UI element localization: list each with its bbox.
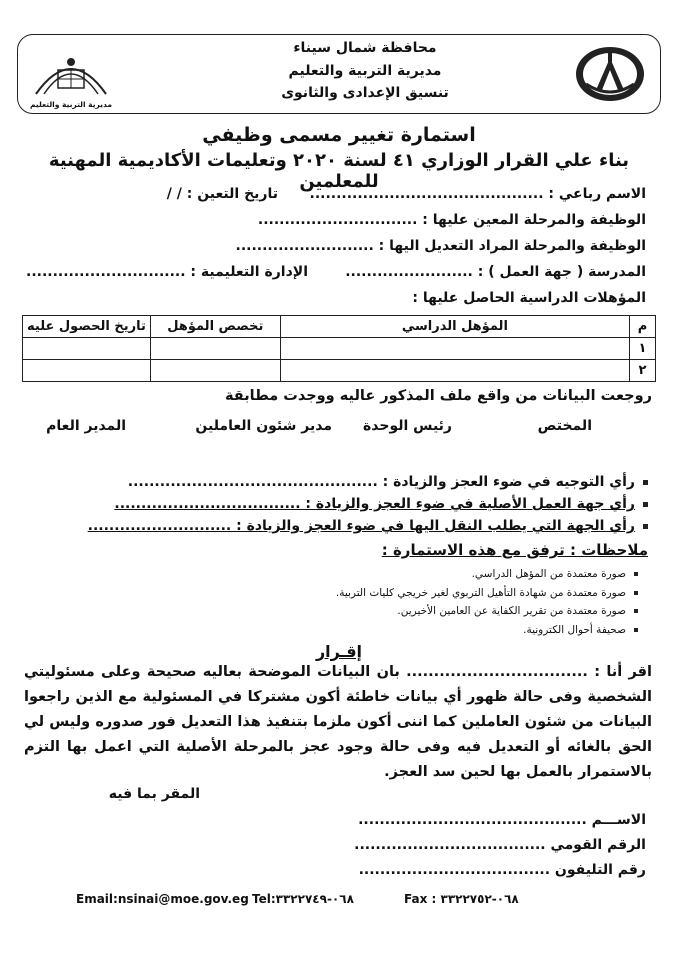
bullet-icon bbox=[643, 524, 648, 529]
review-statement: روجعت البيانات من واقع ملف المذكور عاليه ووجدت مطابقة bbox=[225, 388, 652, 404]
table-cell bbox=[150, 360, 280, 382]
signature-general-director: المدير العام bbox=[46, 418, 126, 434]
bullet-icon bbox=[634, 572, 638, 576]
note-text: صورة معتمدة من تقرير الكفاية عن العامين الأخيرين. bbox=[397, 605, 626, 617]
notes-title: ملاحظات : ترفق مع هذه الاستمارة : bbox=[381, 541, 648, 559]
directorate-logo-icon bbox=[30, 48, 112, 108]
declaration-text: اقر أنا : ................................. بان البيانات الموضحة بعاليه صحيحة وعلى مسئوليتي الشخصية وفى حالة ظهور أي بيانات خاطئة أكون مشتركا في المسئولية مع الذين راجعوا البيانات من شئون العاملين كما اننى أكون ملزما بتنفيذ هذا التعديل فور صدوره وليس لي الحق بالغائه أو التعديل فيه وفى حالة وجود عجز بالمرحلة الأصلية التي اعمل بها التزم بالاستمرار بالعمل بها لحين سد العجز. bbox=[24, 664, 652, 780]
department-name: تنسيق الإعدادى والثانوى bbox=[281, 85, 449, 101]
field-school: المدرسة ( جهة العمل ) : ........................ bbox=[345, 264, 646, 280]
bullet-icon bbox=[643, 502, 648, 507]
note-text: صورة معتمدة من المؤهل الدراسي. bbox=[471, 568, 626, 580]
table-cell bbox=[23, 338, 151, 360]
table-header-cell: تخصص المؤهل bbox=[150, 316, 280, 338]
form-title: استمارة تغيير مسمى وظيفي bbox=[202, 124, 476, 146]
logo-caption: مديرية التربية والتعليم bbox=[30, 100, 112, 109]
note-item bbox=[472, 568, 638, 580]
opinion-text: رأي الجهة التي يطلب النقل اليها في ضوء العجز والزيادة : ........................... bbox=[87, 518, 635, 534]
table-header-cell: تاريخ الحصول عليه bbox=[23, 316, 151, 338]
opinion-text: رأي جهة العمل الأصلية في ضوء العجز والزيادة : ................................... bbox=[114, 496, 635, 512]
signature-unit-head: رئيس الوحدة bbox=[363, 418, 452, 434]
opinion-item bbox=[114, 496, 648, 512]
governorate-logo-icon bbox=[572, 44, 648, 104]
table-row bbox=[23, 338, 656, 360]
table-header-cell: المؤهل الدراسي bbox=[280, 316, 629, 338]
bullet-icon bbox=[634, 628, 638, 632]
form-subtitle: بناء علي القرار الوزاري ٤١ لسنة ٢٠٢٠ وتعليمات الأكاديمية المهنية للمعلمين bbox=[48, 150, 630, 192]
note-item bbox=[523, 624, 638, 636]
directorate-name: مديرية التربية والتعليم bbox=[288, 63, 442, 79]
opinion-item bbox=[88, 518, 648, 534]
signature-specialist: المختص bbox=[537, 418, 592, 434]
table-cell: ١ bbox=[630, 338, 656, 360]
bullet-icon bbox=[634, 591, 638, 595]
table-cell bbox=[280, 338, 629, 360]
note-text: صحيفة أحوال الكترونية. bbox=[523, 624, 626, 636]
table-header-cell: م bbox=[630, 316, 656, 338]
field-name: الاسم رباعي : ............................................ bbox=[309, 186, 646, 202]
field-target-job: الوظيفة والمرحلة المراد التعديل اليها : .......................... bbox=[235, 238, 646, 254]
table-cell bbox=[150, 338, 280, 360]
footer-tel: Tel:٠٦٨-٣٣٢٢٧٤٩ bbox=[252, 892, 354, 906]
table-cell bbox=[280, 360, 629, 382]
field-appoint-date: تاريخ التعين : / / bbox=[166, 186, 278, 202]
note-text: صورة معتمدة من شهادة التأهيل التربوي لغير خريجي كليات التربية. bbox=[335, 587, 626, 599]
opinion-item bbox=[128, 474, 648, 490]
declarant-phone: رقم التليفون .................................... bbox=[358, 862, 646, 878]
opinion-text: رأي التوجيه في ضوء العجز والزيادة : ............................................... bbox=[127, 474, 635, 490]
declaration-title: إقـرار bbox=[315, 642, 363, 661]
governorate-name: محافظة شمال سيناء bbox=[293, 40, 437, 56]
table-cell bbox=[23, 360, 151, 382]
footer-fax: Fax : ٠٦٨-٣٣٢٢٧٥٢ bbox=[404, 892, 519, 906]
declarant-name: الاســـم ........................................... bbox=[358, 812, 646, 828]
field-admin: الإدارة التعليمية : .............................. bbox=[26, 264, 308, 280]
note-item bbox=[336, 587, 638, 599]
bullet-icon bbox=[634, 609, 638, 613]
footer-email: Email:nsinai@moe.gov.eg bbox=[76, 892, 249, 906]
declarant-label: المقر بما فيه bbox=[108, 786, 200, 802]
note-item bbox=[397, 605, 638, 617]
table-cell: ٢ bbox=[630, 360, 656, 382]
declarant-national-id: الرقم القومي .................................... bbox=[354, 837, 646, 853]
qualifications-table bbox=[22, 315, 656, 382]
signature-hr-director: مدير شئون العاملين bbox=[195, 418, 332, 434]
bullet-icon bbox=[643, 480, 648, 485]
table-header-row bbox=[23, 316, 656, 338]
field-qualifications: المؤهلات الدراسية الحاصل عليها : bbox=[412, 290, 646, 306]
table-row bbox=[23, 360, 656, 382]
field-current-job: الوظيفة والمرحلة المعين عليها : .............................. bbox=[257, 212, 646, 228]
